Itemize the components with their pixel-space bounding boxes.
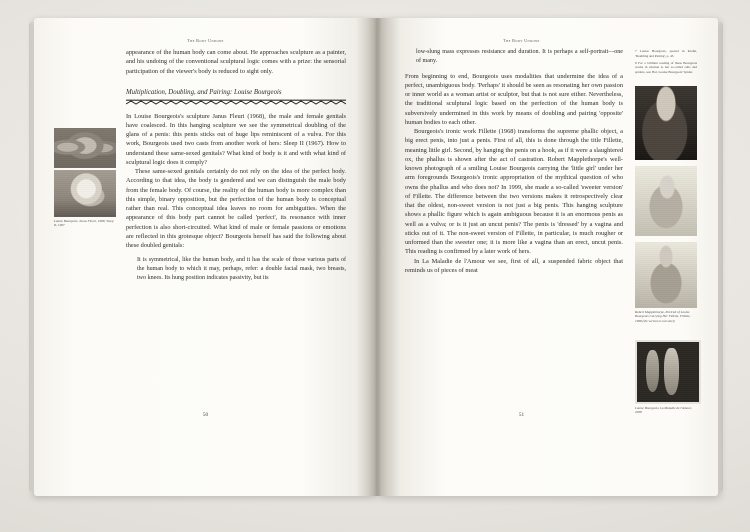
plate-grain-overlay-6 <box>637 342 699 402</box>
blockquote-continuation: low-slung mass expresses resistance and duration. It is perhaps a self-portrait—one of many. <box>416 49 623 64</box>
left-page-text-column <box>126 48 346 283</box>
paragraph-janus-fleuri: In Louise Bourgeois's sculpture Janus Fleuri (1968), the male and female genitals have coalesced. In this hanging sculpture we see the symmetrical doubling of the glans of a penis: this penis sticks out of huge lips reminiscent of a vulva. For this work, Bourgeois used two casts from another work of hers: Sleep II (1967). How to understand these same-sexed genitals? What kind of body is it and with what kind of sculptural logic does it comply? <box>126 112 346 166</box>
paragraph-modalities: From beginning to end, Bourgeois uses modalities that undermine the idea of a perfect, unambiguous body. 'Perhaps' it should be seen as resonating her own passion or inner world as a woman artist or sculptor, but that is not sure either. Nevertheless, the traditional sculptural logic based on the perfection of the human body is subversively undermined in this work by means of doubling and pairing 'opposite' human bodies to each other. <box>405 72 623 126</box>
plate-grain-overlay-4 <box>635 166 697 236</box>
plate-grain-overlay <box>54 128 116 168</box>
wavy-rule-ornament <box>126 99 346 106</box>
plate-fillette-image <box>635 166 697 236</box>
figure-caption-left: Louise Bourgeois, Janus Fleuri, 1968; Sleep II, 1967 <box>54 218 114 228</box>
margin-notes <box>635 49 697 77</box>
margin-note-7: 7 Louise Bourgeois, quoted in Krohn, 'Doubling and Pairing', p. 43. <box>635 49 697 58</box>
open-book <box>34 18 718 496</box>
figure-caption-la-maladie: Louise Bourgeois, La Maladie de l'Amour, 2008 <box>635 405 692 415</box>
running-head-left: The Body Undone <box>187 38 224 43</box>
paragraph-la-maladie: In La Maladie de l'Amour we see, first of all, a suspended fabric object that reminds us of pieces of meat <box>405 257 623 274</box>
folio-left: 50 <box>202 412 209 418</box>
plate-sleep-ii-image <box>54 170 116 217</box>
margin-note-8: 8 For a brilliant reading of these Bourgeois works in relation to her so-called cells and spiders, see: Bal, Louise Bourgeois' Spider. <box>635 60 697 74</box>
running-head-right: The Body Undone <box>503 38 540 43</box>
plate-la-maladie-image <box>635 340 701 404</box>
plate-portrait-image <box>635 86 697 160</box>
plate-grain-overlay-2 <box>54 170 116 217</box>
paragraph-continuation: appearance of the human body can come about. He approaches sculpture as a painter, and his undoing of the conventional sculptural logic comes with a prize: the sensorial participation of the viewer's body is reduced to sight only. <box>126 49 346 75</box>
right-page <box>377 18 718 496</box>
figure-mapplethorpe-portrait <box>635 86 697 160</box>
paragraph-fillette: Bourgeois's ironic work Fillette (1968) transforms the supreme phallic object, a big erect penis, into just a penis. First of all, this is done through the title Fillette, meaning little girl. Second, by hanging the penis on a hook, as if it were a slaughtered ox, the phallus is shown after the act of castration. Robert Mapplethorpe's well-known photograph of a smiling Louise Bourgeois carrying the 'little girl' under her arm foregrounds Bourgeois's ironic appropriation of the mythical question of who owns the phallus and who does not? In 1999, she made a so-called 'sweeter version' of Fillette. The difference between the two versions makes it retrospectively clear that the oldest, non-sweet version is not just a big penis. This hanging sculpture shows a phallic figure which is again ambiguous because it is an enormous penis as well as a vulva; or is it just an uncut penis? The penis is 'dressed' by a vagina and sticks out of it. The non-sweet version of Fillette, in particular, is much rougher or unformed than the sweeter one; it is more like a vagina than an erect, uncut penis. This reading is confirmed by a later work of hers. <box>405 128 623 256</box>
plate-fillette-sweeter-image <box>635 242 697 308</box>
plate-janus-fleuri-image <box>54 128 116 168</box>
left-page <box>34 18 377 496</box>
figure-caption-mapplethorpe: Robert Mapplethorpe, Portrait of Louise Bourgeois Carrying Her Fillette, Fillette, 1968 (the version is not steel) <box>635 309 691 323</box>
section-heading: Multiplication, Doubling, and Pairing: Louise Bourgeois <box>126 88 282 96</box>
spacer <box>126 76 346 88</box>
plate-grain-overlay-5 <box>635 242 697 308</box>
paragraph-same-sexed-genitals: These same-sexed genitals certainly do not rely on the idea of the perfect body. According to that idea, the body is gendered and we can distinguish the male body from the female body. Of course, the reality of the human body is more complex than this simple, binary opposition, but the perfection of the human body is conceptual rather than real. This conceptual idea leaves no room for ambiguities. When the appearance of this body part cannot be called 'perfect', its resonance with inner perfection is also short-circuited. What kind of male or female passions or emotions are reflected in this grotesque object? Bourgeois herself has said the following about these doubled genitals: <box>126 168 346 249</box>
blockquote-bourgeois: It is symmetrical, like the human body, and it has the scale of those various parts of the human body to which it may, perhaps, refer: a double facial mask, two breasts, two knees. Its hung position indicates passivity, but its <box>137 256 346 281</box>
folio-right: 51 <box>518 412 525 418</box>
right-page-text-column <box>405 48 623 275</box>
plate-grain-overlay-3 <box>635 86 697 160</box>
figure-janus-fleuri <box>54 128 116 228</box>
figure-fillette-hanging <box>635 166 697 236</box>
figure-la-maladie <box>635 340 697 415</box>
figure-fillette-sweeter <box>635 242 697 323</box>
